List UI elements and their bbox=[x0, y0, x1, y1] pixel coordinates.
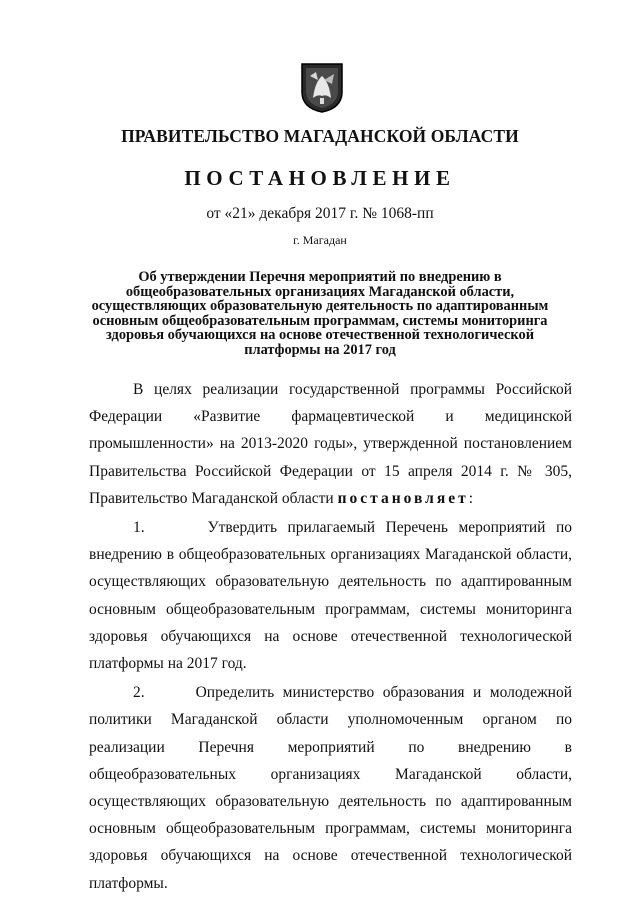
item-paragraph bbox=[89, 514, 572, 677]
preamble-colon: : bbox=[468, 489, 474, 507]
date-line bbox=[0, 205, 640, 223]
government-name: ПРАВИТЕЛЬСТВО МАГАДАНСКОЙ ОБЛАСТИ bbox=[121, 126, 519, 146]
document-type: ПОСТАНОВЛЕНИЕ bbox=[184, 166, 456, 190]
preamble-text: В целях реализации государственной программы Российской Федерации «Развитие фармацевтической и медицинской промышленности» на 2013-2020 годы», утвержденной постановлением Правительства Российской Федерации от 15 апреля 2014 г. № 305, Правительство Магаданской области bbox=[89, 381, 572, 507]
document-body bbox=[89, 376, 572, 899]
document-subject: Об утверждении Перечня мероприятий по внедрению в общеобразовательных организациях Магаданской области, осуществляющих образовательную деятельность по адаптированным основным общеобразовательным программам, системы мониторинга здоровья обучающихся на основе отечественной технологической платформы на 2017 год bbox=[91, 269, 549, 358]
date-day: 21 bbox=[232, 205, 248, 222]
item-text: Определить министерство образования и молодежной политики Магаданской области уполномоченным органом по реализации Перечня мероприятий по внедрению в общеобразовательных организациях Магаданской области, осуществляющих образовательную деятельность по адаптированным основным общеобразовательным программам, системы мониторинга здоровья обучающихся на основе отечественной технологической платформы. bbox=[89, 684, 572, 892]
item-number: 1. bbox=[133, 519, 145, 537]
item-paragraph bbox=[89, 679, 572, 897]
preamble-paragraph bbox=[89, 376, 572, 512]
document-number: 1068-пп bbox=[380, 205, 434, 222]
date-month-year: » декабря 2017 г. № bbox=[247, 205, 378, 222]
item-number: 2. bbox=[133, 684, 145, 702]
date-prefix: от « bbox=[206, 205, 233, 222]
coat-of-arms-icon bbox=[300, 62, 344, 114]
resolves-word: постановляет bbox=[337, 489, 469, 507]
city: г. Магадан bbox=[293, 233, 347, 247]
item-text: Утвердить прилагаемый Перечень мероприятий по внедрению в общеобразовательных организациях Магаданской области, осуществляющих образовательную деятельность по адаптированным основным общеобразовательным программам, системы мониторинга здоровья обучающихся на основе отечественной технологической платформы на 2017 год. bbox=[89, 519, 573, 673]
